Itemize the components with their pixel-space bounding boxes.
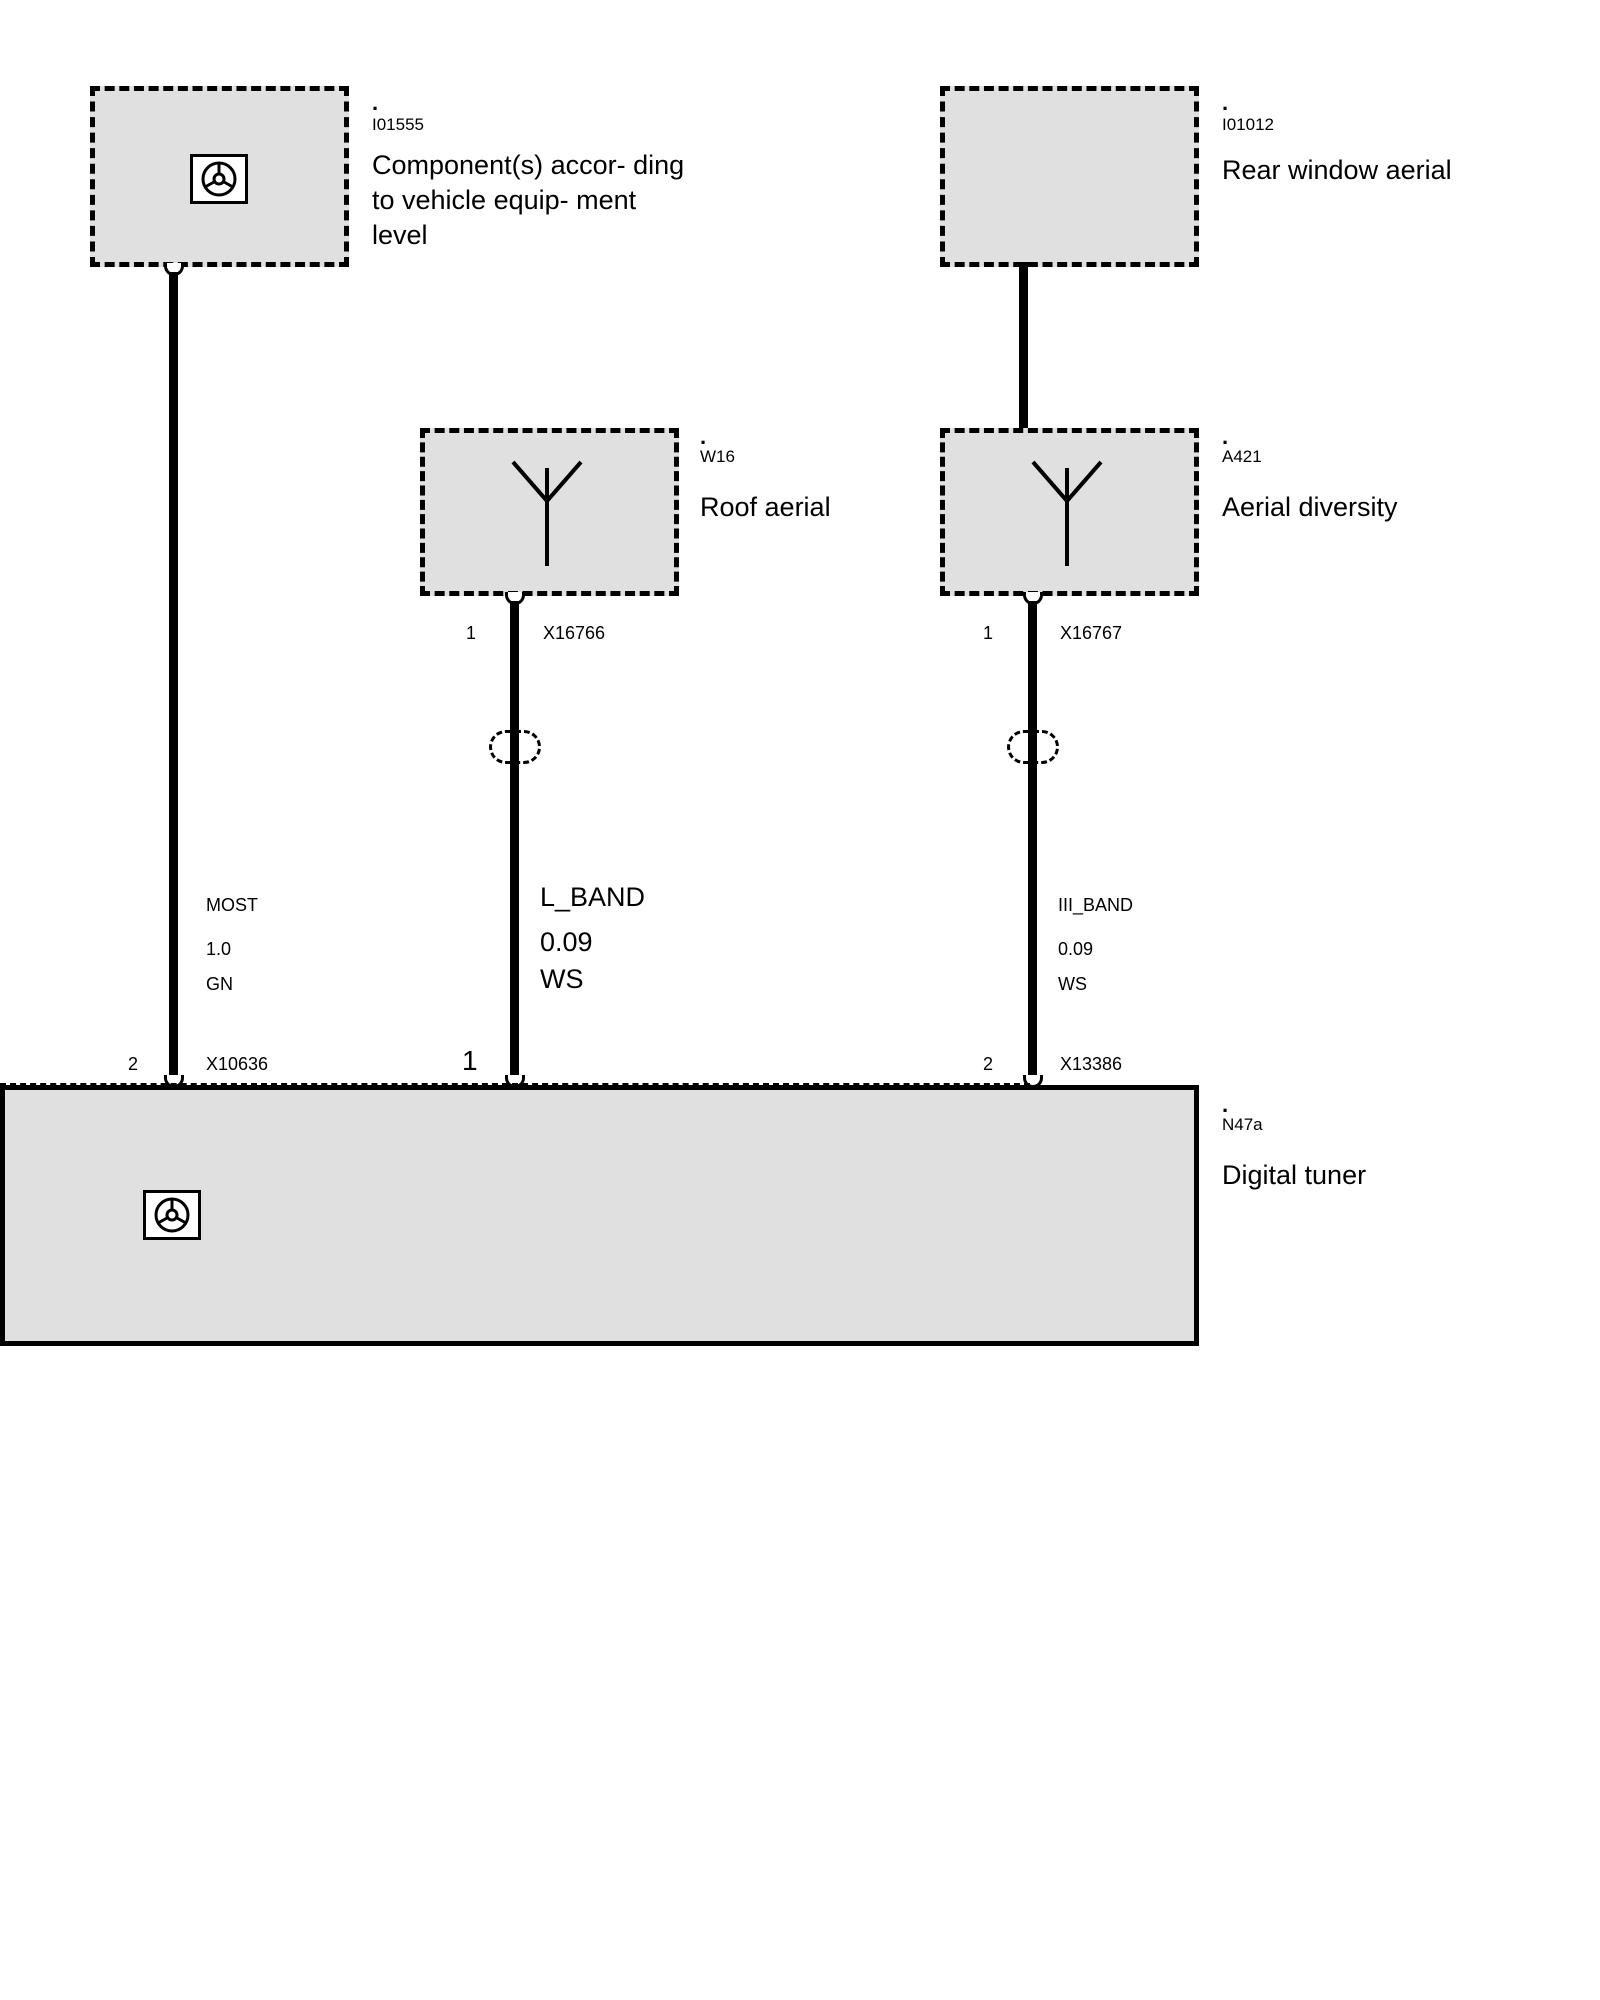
wire-colour-most: GN xyxy=(206,974,233,994)
marker-dot-A421: . xyxy=(1222,424,1229,449)
wire-signal-most: MOST xyxy=(206,895,258,915)
component-id-N47a: N47a xyxy=(1222,1115,1263,1134)
pin-number-X16766: 1 xyxy=(466,623,477,643)
component-id-I01012: I01012 xyxy=(1222,115,1274,134)
wire-colour-l-band: WS xyxy=(540,964,584,994)
wire-signal-iii-band: III_BAND xyxy=(1058,895,1134,915)
wire-l-band xyxy=(510,601,519,1085)
splice-l-band xyxy=(489,730,541,764)
component-name-I01555: Component(s) accor- ding to vehicle equip- ment level xyxy=(372,150,685,251)
component-id-A421: A421 xyxy=(1222,447,1262,466)
pin-number-X16767: 1 xyxy=(983,623,994,643)
marker-dot-W16: . xyxy=(700,424,707,449)
component-id-I01555: I01555 xyxy=(372,115,424,134)
connector-code-X10636: X10636 xyxy=(206,1054,269,1074)
splice-iii-band xyxy=(1007,730,1059,764)
steering-wheel-icon-tuner xyxy=(143,1190,201,1240)
component-name-A421: Aerial diversity xyxy=(1222,492,1398,522)
pin-number-X13386: 2 xyxy=(983,1054,994,1074)
connector-code-X16766: X16766 xyxy=(543,623,606,643)
wire-most xyxy=(169,272,178,1085)
wire-iii-band xyxy=(1028,601,1037,1085)
connector-code-X13386: X13386 xyxy=(1060,1054,1123,1074)
component-name-W16: Roof aerial xyxy=(700,492,831,522)
steering-wheel-icon xyxy=(190,154,248,204)
component-name-N47a: Digital tuner xyxy=(1222,1160,1367,1190)
component-name-I01012: Rear window aerial xyxy=(1222,155,1452,185)
marker-dot-I01012: . xyxy=(1222,90,1229,115)
wire-colour-iii-band: WS xyxy=(1058,974,1087,994)
wire-size-most: 1.0 xyxy=(206,939,232,959)
aerial-icon-W16 xyxy=(487,456,607,571)
wire-size-iii-band: 0.09 xyxy=(1058,939,1094,959)
aerial-icon-A421 xyxy=(1007,456,1127,571)
wire-rear-window-to-diversity xyxy=(1019,262,1028,432)
marker-dot-N47a: . xyxy=(1222,1092,1229,1117)
component-box-I01012[interactable] xyxy=(940,86,1199,267)
wire-signal-l-band: L_BAND xyxy=(540,882,646,912)
component-id-W16: W16 xyxy=(700,447,735,466)
connector-code-X16767: X16767 xyxy=(1060,623,1123,643)
marker-dot-I01555: . xyxy=(372,90,379,115)
pin-number-tuner-pin1: 1 xyxy=(462,1045,478,1076)
pin-number-X10636: 2 xyxy=(128,1054,139,1074)
wire-size-l-band: 0.09 xyxy=(540,927,593,957)
